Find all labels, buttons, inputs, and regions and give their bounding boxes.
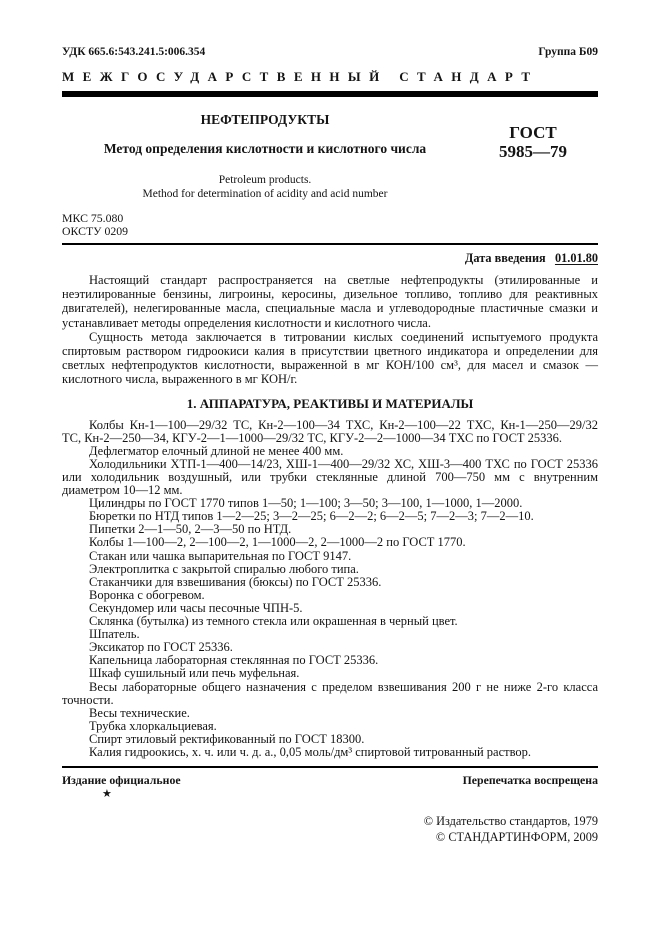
footer-divider-rule [62,766,598,768]
star-icon: ★ [102,788,112,801]
introduction-date-line [62,251,598,266]
group-code: Группа Б09 [538,46,598,58]
list-item: Склянка (бутылка) из темного стекла или окрашенная в черный цвет. [89,614,458,629]
list-item: Электроплитка с закрытой спиралью любого типа. [89,561,359,576]
document-title-en [62,173,468,201]
list-item: Пипетки 2—1—50, 2—3—50 по НТД. [89,522,292,537]
list-item: Спирт этиловый ректификованный по ГОСТ 18300. [89,731,365,746]
gost-label: ГОСТ [509,123,557,142]
document-title-ru: НЕФТЕПРОДУКТЫ [200,112,330,127]
codes-block [62,212,598,238]
section-1-heading: 1. АППАРАТУРА, РЕАКТИВЫ И МАТЕРИАЛЫ [186,395,474,411]
title-en-line2: Method for determination of acidity and acid number [142,188,388,200]
list-item: Стакан или чашка выпарительная по ГОСТ 9147. [89,548,352,563]
intro-paragraph-1: Настоящий стандарт распространяется на светлые нефтепродукты (этилированные и неэтилированные бензины, лигроины, керосины, дизельное топливо, топливо для реактивных двигателей), нелегированные масла, специальные масла и углеводородные пластичные смазки и устанавливает методы определения кислотности и кислотного числа. [62,273,598,330]
list-item: Бюретки по НТД типов 1—2—25; 3—2—25; 6—2—2; 6—2—5; 7—2—3; 7—2—10. [89,509,534,524]
designation-column [468,112,598,201]
codes-divider-rule [62,243,598,245]
body-text [62,273,598,759]
date-label: Дата введения [464,251,546,265]
footer-row [62,773,598,788]
copyright-line-2009: © СТАНДАРТИНФОРМ, 2009 [435,829,598,844]
official-edition-label: Издание официальное [62,773,181,788]
date-value: 01.01.80 [554,251,598,265]
apparatus-list [62,419,598,759]
list-item: Шпатель. [89,627,140,642]
list-item: Весы технические. [89,705,190,720]
title-left-column [62,112,468,201]
title-en-line1: Petroleum products. [218,174,312,186]
list-item: Цилиндры по ГОСТ 1770 типов 1—50; 1—100; 3—50; 3—100, 1—1000, 1—2000. [89,496,523,511]
title-block [62,112,598,201]
list-item: Трубка хлоркальциевая. [89,718,217,733]
list-item: Стаканчики для взвешивания (бюксы) по ГОСТ 25336. [89,574,382,589]
list-item: Дефлегматор елочный длиной не менее 400 мм. [89,443,344,458]
reprint-prohibited-label: Перепечатка воспрещена [462,773,598,788]
header-divider-bar [62,91,598,97]
classification-row [62,46,598,58]
copyright-block [62,814,598,845]
list-item: Эксикатор по ГОСТ 25336. [89,640,233,655]
list-item: Капельница лабораторная стеклянная по ГОСТ 25336. [89,653,379,668]
intro-paragraph-2: Сущность метода заключается в титровании кислых соединений испытуемого продукта спиртовым раствором гидроокиси калия в присутствии цветного индикатора и определении для светлых нефтепродуктов кислотности, выраженной в мг КОН/100 см³, для масел и смазок — кислотного числа, выраженного в мг КОН/г. [62,329,598,387]
copyright-line-1979: © Издательство стандартов, 1979 [423,814,598,829]
list-item: Шкаф сушильный или печь муфельная. [89,666,300,681]
list-item: Холодильники ХТП-1—400—14/23, ХШ-1—400—29/32 ХС, ХШ-3—400 ТХС по ГОСТ 25336 или холодильник воздушный, или трубки стеклянные длиной 700—750 мм с внутренним диаметром 10—12 мм. [62,456,598,498]
standard-type-heading: МЕЖГОСУДАРСТВЕННЫЙ СТАНДАРТ [62,69,539,84]
okstu-code: ОКСТУ 0209 [62,224,129,238]
mks-code: МКС 75.080 [62,211,124,225]
list-item: Воронка с обогревом. [89,587,205,602]
list-item: Весы лабораторные общего назначения с пределом взвешивания 200 г не ниже 2-го класса точности. [62,679,598,707]
list-item: Калия гидроокись, х. ч. или ч. д. а., 0,05 моль/дм³ спиртовой титрованный раствор. [89,744,532,759]
gost-number: 5985—79 [499,142,567,161]
document-subtitle-ru: Метод определения кислотности и кислотного числа [103,141,427,156]
udk-code: УДК 665.6:543.241.5:006.354 [62,46,206,58]
list-item: Колбы Кн-1—100—29/32 ТС, Кн-2—100—34 ТХС, Кн-2—100—22 ТХС, Кн-1—250—29/32 ТС, Кн-2—250—34, КГУ-2—1—1000—29/32 ТС, КГУ-2—2—1000—34 ТХС по ГОСТ 25336. [62,417,598,445]
list-item: Колбы 1—100—2, 2—100—2, 1—1000—2, 2—1000—2 по ГОСТ 1770. [89,535,466,550]
list-item: Секундомер или часы песочные ЧПН-5. [89,600,303,615]
